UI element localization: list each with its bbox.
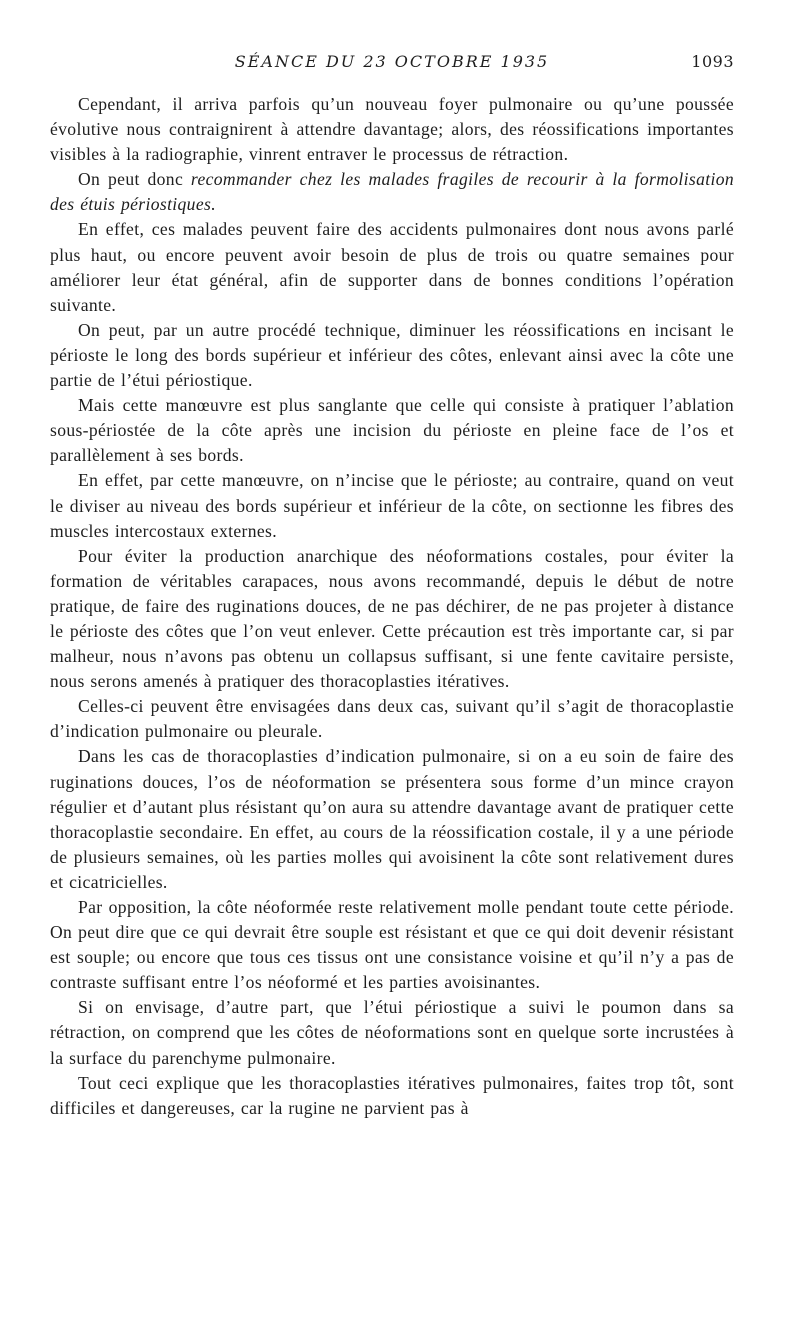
running-title: SÉANCE DU 23 OCTOBRE 1935	[234, 52, 550, 71]
paragraph: Pour éviter la production anarchique des néoformations costales, pour éviter la formation de véritables carapaces, nous avons recommandé, depuis le début de notre pratique, de faire des ruginations douces, de ne pas déchirer, de ne pas projeter à distance le périoste des côtes que l’on veut enlever. Cette précaution est très importante car, si par malheur, nous n’avons pas obtenu un collapsus suffisant, si une fente cavitaire persiste, nous serons amenés à pratiquer des thoracoplasties itératives.	[50, 545, 734, 692]
article-body	[50, 92, 734, 1121]
running-head	[50, 52, 734, 74]
emphasized-recommendation: recommander chez les malades fragiles de recourir à la formolisation des étuis périostiques.	[50, 169, 734, 215]
paragraph: En effet, par cette manœuvre, on n’incise que le périoste; au contraire, quand on veut le diviser au niveau des bords supérieur et inférieur de la côte, on sectionne les fibres des muscles intercostaux externes.	[50, 470, 734, 541]
paragraph: Par opposition, la côte néoformée reste relativement molle pendant toute cette période. On peut dire que ce qui devrait être souple est résistant et que ce qui doit devenir résistant est souple; ou encore que tous ces tissus ont une consistance voisine et qu’il n’y a pas de contraste suffisant entre l’os néoformé et les parties avoisinantes.	[50, 897, 734, 993]
page-number: 1093	[691, 52, 734, 71]
paragraph: Tout ceci explique que les thoracoplasties itératives pulmonaires, faites trop tôt, sont difficiles et dangereuses, car la rugine ne parvient pas à	[50, 1072, 734, 1118]
paragraph-lead: On peut donc	[78, 169, 191, 190]
paragraph: Mais cette manœuvre est plus sanglante que celle qui consiste à pratiquer l’ablation sous-périostée de la côte après une incision du périoste en pleine face de l’os et parallèlement à ses bords.	[50, 395, 734, 466]
paragraph: Dans les cas de thoracoplasties d’indication pulmonaire, si on a eu soin de faire des ruginations douces, l’os de néoformation se présentera sous forme d’un mince crayon régulier et d’autant plus résistant qu’on aura su attendre davantage avant de pratiquer cette thoracoplastie secondaire. En effet, au cours de la réossification costale, il y a une période de plusieurs semaines, où les parties molles qui avoisinent la côte sont relativement dures et cicatricielles.	[50, 746, 734, 892]
paragraph: En effet, ces malades peuvent faire des accidents pulmonaires dont nous avons parlé plus haut, ou encore peuvent avoir besoin de plus de trois ou quatre semaines pour améliorer leur état général, afin de supporter dans de bonnes conditions l’opération suivante.	[50, 219, 734, 315]
paragraph: Cependant, il arriva parfois qu’un nouveau foyer pulmonaire ou qu’une poussée évolutive nous contraignirent à attendre davantage; alors, des réossifications importantes visibles à la radiographie, vinrent entraver le processus de rétraction.	[50, 94, 734, 165]
paragraph: Si on envisage, d’autre part, que l’étui périostique a suivi le poumon dans sa rétraction, on comprend que les côtes de néoformations sont en quelque sorte incrustées à la surface du parenchyme pulmonaire.	[50, 997, 734, 1068]
paragraph: Celles-ci peuvent être envisagées dans deux cas, suivant qu’il s’agit de thoracoplastie d’indication pulmonaire ou pleurale.	[50, 696, 734, 742]
paragraph: On peut, par un autre procédé technique, diminuer les réossifications en incisant le périoste le long des bords supérieur et inférieur des côtes, enlevant ainsi avec la côte une partie de l’étui périostique.	[50, 319, 734, 391]
paragraph	[50, 167, 734, 217]
